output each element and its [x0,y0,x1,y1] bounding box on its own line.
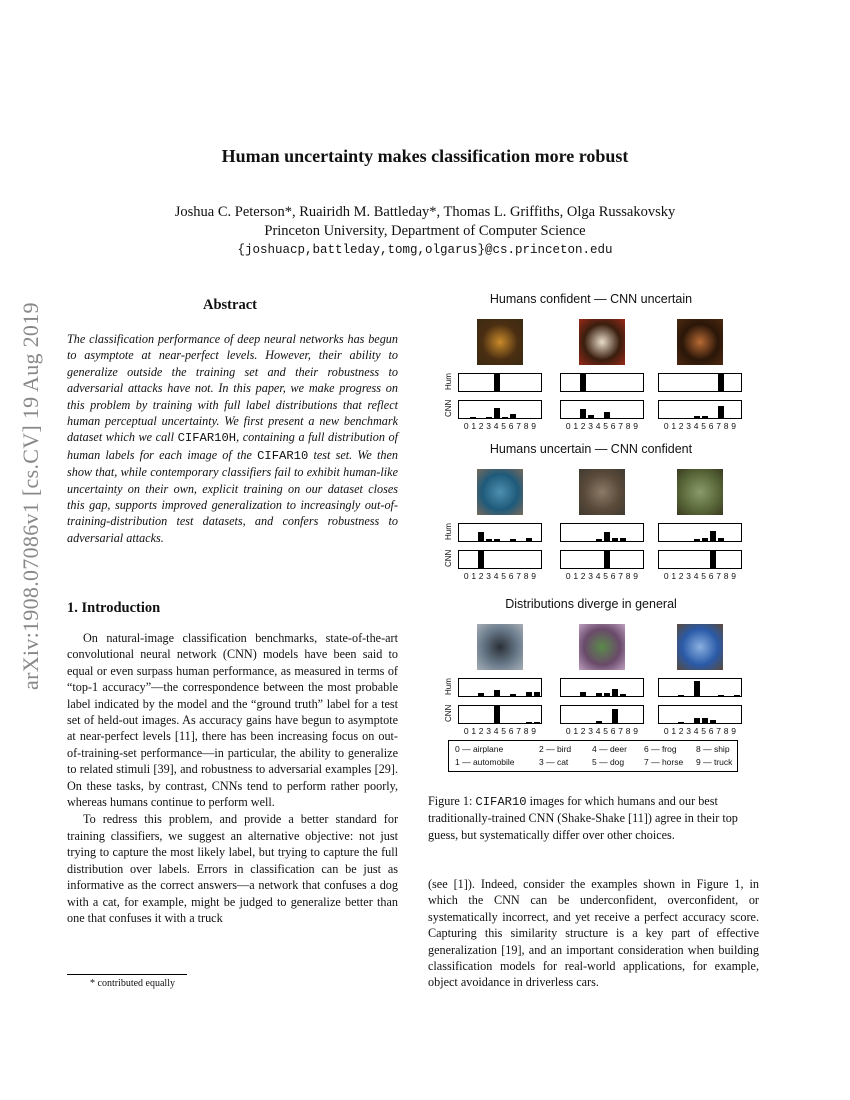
abstract-heading: Abstract [203,297,257,313]
bar-2-2-hum-4 [694,681,700,696]
bar-box-hum-2-2 [658,678,742,697]
bar-2-2-hum-7 [718,695,724,696]
bar-2-0-cnn-8 [526,722,532,723]
footnote-rule [67,974,187,975]
panel-title-1: Humans uncertain — CNN confident [489,442,693,456]
bar-0-2-cnn-7 [718,406,724,418]
bar-box-cnn-0-2 [658,400,742,419]
bar-2-1-hum-4 [596,693,602,696]
bar-box-hum-0-1 [560,373,644,392]
bar-1-2-hum-6 [710,531,716,541]
bar-0-0-cnn-1 [470,417,476,418]
intro-paragraph-1: On natural-image classification benchmarks, state-of-the-art convolutional neural network (CNN) models have been said to equal or even surpass human performance, as measured in terms of “top-1 accuracy”—the correspondence between the most probable label indicated by the model and the “ground truth” label for a test set of held-out images. As accuracy gains have begun to asymptote at near-perfect levels [11], there has been increasing focus on out-of-training-set performance—in particular, the ability to generalize to related stimuli [39], and robustness to adversarial examples [29]. On these tasks, by contrast, CNNs tend to perform rather poorly, whereas humans continue to perform well. [67,631,398,810]
panel-title-0: Humans confident — CNN uncertain [489,292,693,306]
bar-2-1-cnn-6 [612,709,618,723]
bar-box-hum-2-1 [560,678,644,697]
bar-box-hum-0-0 [458,373,542,392]
bar-1-0-hum-8 [526,538,532,541]
bar-box-cnn-1-0 [458,550,542,569]
thumbnail-image-1-2 [677,469,723,515]
thumbnail-image-2-0 [477,624,523,670]
paper-title: Human uncertainty makes classification more robust [221,146,629,166]
bar-box-hum-2-0 [458,678,542,697]
abstract-code-b: CIFAR10 [257,448,309,463]
bar-1-2-cnn-6 [710,551,716,568]
thumbnail-image-0-1 [579,319,625,365]
bar-0-0-cnn-6 [510,414,516,418]
caption-rest: images for which humans and our best traditionally-trained CNN (Shake-Shake [11]) agree in their top guess, but systematically differ over other choices. [428,794,738,842]
bar-1-0-cnn-2 [478,551,484,568]
thumbnail-image-0-2 [677,319,723,365]
bar-2-1-hum-5 [604,693,610,696]
bar-1-2-hum-7 [718,538,724,541]
bar-1-1-hum-5 [604,532,610,541]
author-block [0,203,850,260]
row-label-hum-1: Hum [444,523,453,540]
row-label-hum-2: Hum [444,678,453,695]
figure-caption [428,793,764,843]
bar-2-0-hum-9 [534,692,540,696]
tick-labels-1-1: 0 1 2 3 4 5 6 7 8 9 [565,571,639,581]
intro-paragraph-2: To redress this problem, and provide a better standard for training classifiers, we suggest an alternative objective: not just trying to capture the most likely label, but trying to capture the full distribution over labels. Errors in classification can be just as informative as the correct answers—a network that confuses a dog with a cat, for example, might be judged to generalize better than one that confuses it with a truck [67,812,398,925]
intro-heading: 1. Introduction [67,600,161,616]
legend-item-8: 8 — ship [696,744,730,754]
right-column-text: (see [1]). Indeed, consider the examples shown in Figure 1, in which the CNN can be underconfident, overconfident, or systematically incorrect, and yet receive a perfect accuracy score. Capturing this similarity structure is a key part of effective generalization [19], and an important consideration when building classification models for real-world applications, for example, object avoidance in driverless cars. [428,877,759,990]
bar-0-1-cnn-3 [588,415,594,418]
bar-2-0-hum-6 [510,694,516,696]
bar-1-0-hum-3 [486,539,492,541]
legend-item-7: 7 — horse [644,757,684,767]
bar-2-2-cnn-6 [710,720,716,723]
bar-1-1-hum-6 [612,538,618,541]
tick-labels-2-0: 0 1 2 3 4 5 6 7 8 9 [463,726,537,736]
bar-box-cnn-2-1 [560,705,644,724]
bar-1-2-hum-4 [694,539,700,541]
bar-0-2-cnn-5 [702,416,708,418]
legend-item-2: 2 — bird [539,744,572,754]
bar-0-0-cnn-5 [502,417,508,418]
thumbnail-image-1-0 [477,469,523,515]
tick-labels-0-2: 0 1 2 3 4 5 6 7 8 9 [663,421,737,431]
tick-labels-1-0: 0 1 2 3 4 5 6 7 8 9 [463,571,537,581]
bar-2-0-cnn-4 [494,706,500,723]
affiliation: Princeton University, Department of Computer Science [264,223,586,239]
bar-2-0-hum-2 [478,693,484,696]
tick-labels-2-2: 0 1 2 3 4 5 6 7 8 9 [663,726,737,736]
bar-box-cnn-2-2 [658,705,742,724]
thumbnail-image-0-0 [477,319,523,365]
bar-box-cnn-1-1 [560,550,644,569]
caption-prefix: Figure 1: [428,794,476,808]
bar-1-1-cnn-5 [604,551,610,568]
author-list: Joshua C. Peterson*, Ruairidh M. Battleday*, Thomas L. Griffiths, Olga Russakovsky [174,204,676,220]
bar-0-2-hum-7 [718,374,724,391]
bar-box-hum-1-1 [560,523,644,542]
bar-1-2-hum-5 [702,538,708,541]
abstract-part-c: test set. We then show that, while contemporary classifiers fail to exhibit human-like uncertainty on their own, explicit training on our dataset closes this gap, supports improved generalization to increasingly out-of-training-distribution test datasets, and confers robustness to adversarial attacks. [67,447,399,545]
thumbnail-image-2-2 [677,624,723,670]
bar-box-cnn-0-0 [458,400,542,419]
author-emails: {joshuacp,battleday,tomg,olgarus}@cs.princeton.edu [237,243,613,257]
thumbnail-image-2-1 [579,624,625,670]
bar-2-1-hum-7 [620,694,626,696]
legend-item-1: 1 — automobile [455,757,515,767]
bar-box-hum-1-0 [458,523,542,542]
intro-body [67,630,398,926]
bar-1-1-hum-7 [620,538,626,541]
figure-1 [440,292,752,782]
legend-item-4: 4 — deer [592,744,627,754]
bar-2-1-hum-2 [580,692,586,696]
bar-2-1-cnn-4 [596,721,602,723]
bar-2-2-cnn-5 [702,718,708,723]
legend-item-0: 0 — airplane [455,744,504,754]
bar-2-2-cnn-4 [694,718,700,723]
bar-box-cnn-1-2 [658,550,742,569]
bar-2-2-hum-9 [734,695,740,696]
row-label-hum-0: Hum [444,373,453,390]
thumbnail-image-1-1 [579,469,625,515]
bar-0-1-hum-2 [580,374,586,391]
row-label-cnn-1: CNN [444,549,453,567]
bar-1-0-hum-6 [510,539,516,541]
tick-labels-0-0: 0 1 2 3 4 5 6 7 8 9 [463,421,537,431]
bar-1-0-hum-2 [478,532,484,541]
abstract-code-a: CIFAR10H [177,431,237,446]
bar-0-0-cnn-4 [494,408,500,418]
bar-0-0-hum-4 [494,374,500,391]
abstract-text [67,331,398,546]
bar-0-0-cnn-3 [486,417,492,418]
bar-1-0-hum-4 [494,539,500,541]
bar-0-2-cnn-4 [694,416,700,418]
bar-2-0-cnn-9 [534,722,540,723]
bar-0-1-cnn-2 [580,409,586,418]
footnote: * contributed equally [90,978,175,989]
panel-title-2: Distributions diverge in general [505,597,677,611]
bar-0-1-cnn-5 [604,412,610,418]
bar-box-hum-0-2 [658,373,742,392]
bar-2-0-hum-4 [494,690,500,696]
bar-2-2-cnn-2 [678,722,684,723]
bar-box-cnn-2-0 [458,705,542,724]
legend-item-9: 9 — truck [696,757,733,767]
class-legend [448,740,738,772]
bar-2-1-hum-6 [612,689,618,696]
legend-item-5: 5 — dog [592,757,625,767]
arxiv-sidebar: arXiv:1908.07086v1 [cs.CV] 19 Aug 2019 [18,302,43,690]
abstract-part-b: , containing a full distribution of human labels for each image of the [67,430,398,462]
bar-2-0-hum-8 [526,692,532,696]
bar-2-2-hum-2 [678,695,684,696]
bar-1-1-hum-4 [596,539,602,541]
tick-labels-1-2: 0 1 2 3 4 5 6 7 8 9 [663,571,737,581]
tick-labels-2-1: 0 1 2 3 4 5 6 7 8 9 [565,726,639,736]
abstract-part-a: The classification performance of deep neural networks has begun to asymptote at near-perfect levels. However, their ability to generalize outside the training set and their robustness to adversarial attacks have not. In this paper, we make progress on this problem by training with full label distributions that reflect human perceptual uncertainty. We first present a new benchmark dataset which we call [67,332,398,445]
row-label-cnn-2: CNN [444,704,453,722]
bar-box-hum-1-2 [658,523,742,542]
bar-box-cnn-0-1 [560,400,644,419]
row-label-cnn-0: CNN [444,399,453,417]
legend-item-6: 6 — frog [644,744,677,754]
tick-labels-0-1: 0 1 2 3 4 5 6 7 8 9 [565,421,639,431]
caption-code: CIFAR10 [475,795,527,809]
legend-item-3: 3 — cat [539,757,569,767]
